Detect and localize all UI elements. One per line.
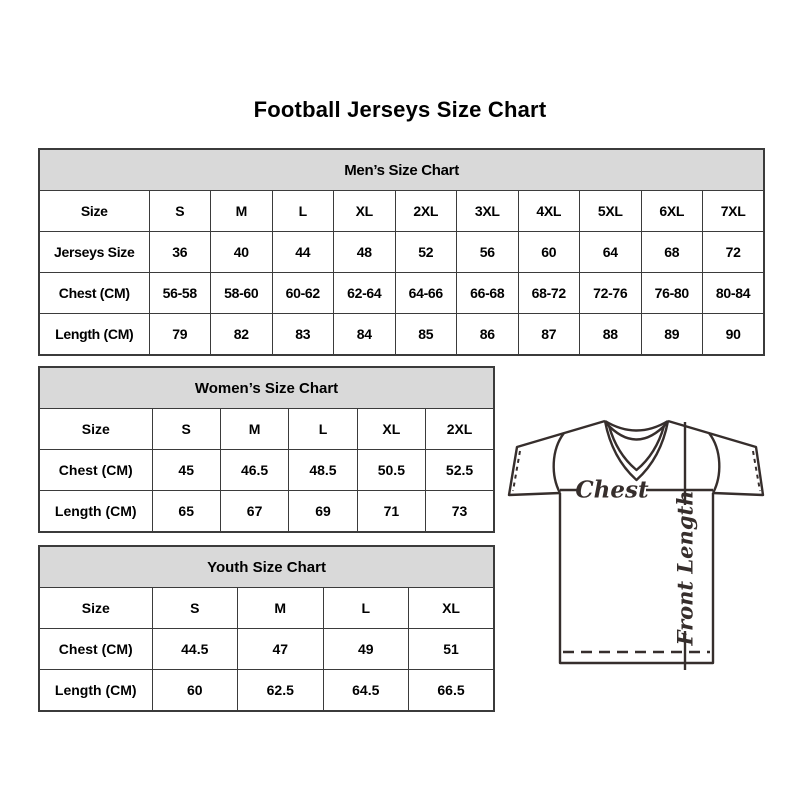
header-cell: 2XL — [426, 409, 494, 450]
row-label-cell: Length (CM) — [39, 670, 152, 712]
row-label-cell: Chest (CM) — [39, 629, 152, 670]
header-cell: 5XL — [580, 191, 642, 232]
table-row — [39, 191, 764, 232]
data-cell: 40 — [211, 232, 273, 273]
header-cell: 7XL — [703, 191, 765, 232]
data-cell: 88 — [580, 314, 642, 356]
mens-size-table — [38, 148, 765, 356]
data-cell: 48 — [334, 232, 396, 273]
jersey-right-armhole-seam — [709, 433, 719, 493]
data-cell: 60-62 — [272, 273, 334, 314]
chest-label: Chest — [575, 476, 649, 504]
jersey-collar-arc-1 — [605, 421, 668, 431]
table-row — [39, 491, 494, 533]
womens-size-table — [38, 366, 495, 533]
data-cell: 68-72 — [518, 273, 580, 314]
data-cell: 62.5 — [238, 670, 324, 712]
data-cell: 71 — [357, 491, 425, 533]
data-cell: 52.5 — [426, 450, 494, 491]
data-cell: 79 — [149, 314, 211, 356]
table-title-row — [39, 149, 764, 191]
header-cell: XL — [334, 191, 396, 232]
data-cell: 83 — [272, 314, 334, 356]
data-cell: 44.5 — [152, 629, 238, 670]
table-row — [39, 670, 494, 712]
front-length-label: Front Length — [672, 490, 698, 646]
data-cell: 47 — [238, 629, 324, 670]
table-title-row — [39, 546, 494, 588]
header-cell: L — [323, 588, 409, 629]
header-cell: 2XL — [395, 191, 457, 232]
row-label-cell: Size — [39, 191, 149, 232]
data-cell: 87 — [518, 314, 580, 356]
data-cell: 76-80 — [641, 273, 703, 314]
table-title: Youth Size Chart — [39, 546, 494, 588]
header-cell: S — [152, 409, 220, 450]
data-cell: 58-60 — [211, 273, 273, 314]
table-row — [39, 314, 764, 356]
header-cell: 6XL — [641, 191, 703, 232]
data-cell: 44 — [272, 232, 334, 273]
data-cell: 50.5 — [357, 450, 425, 491]
row-label-cell: Jerseys Size — [39, 232, 149, 273]
table-row — [39, 232, 764, 273]
table-title: Men’s Size Chart — [39, 149, 764, 191]
data-cell: 60 — [518, 232, 580, 273]
data-cell: 46.5 — [220, 450, 288, 491]
data-cell: 90 — [703, 314, 765, 356]
data-cell: 49 — [323, 629, 409, 670]
header-cell: M — [211, 191, 273, 232]
data-cell: 73 — [426, 491, 494, 533]
data-cell: 56-58 — [149, 273, 211, 314]
data-cell: 51 — [409, 629, 495, 670]
table-title-row — [39, 367, 494, 409]
data-cell: 36 — [149, 232, 211, 273]
header-cell: XL — [357, 409, 425, 450]
youth-size-table — [38, 545, 495, 712]
data-cell: 45 — [152, 450, 220, 491]
data-cell: 82 — [211, 314, 273, 356]
data-cell: 84 — [334, 314, 396, 356]
jersey-measurement-diagram-icon — [500, 398, 770, 680]
data-cell: 80-84 — [703, 273, 765, 314]
row-label-cell: Length (CM) — [39, 491, 152, 533]
table-row — [39, 588, 494, 629]
data-cell: 64 — [580, 232, 642, 273]
data-cell: 66-68 — [457, 273, 519, 314]
jersey-right-sleeve — [668, 421, 763, 495]
row-label-cell: Size — [39, 409, 152, 450]
data-cell: 86 — [457, 314, 519, 356]
data-cell: 72 — [703, 232, 765, 273]
row-label-cell: Length (CM) — [39, 314, 149, 356]
data-cell: 68 — [641, 232, 703, 273]
data-cell: 89 — [641, 314, 703, 356]
data-cell: 56 — [457, 232, 519, 273]
header-cell: S — [149, 191, 211, 232]
data-cell: 69 — [289, 491, 357, 533]
header-cell: S — [152, 588, 238, 629]
data-cell: 85 — [395, 314, 457, 356]
table-row — [39, 450, 494, 491]
header-cell: XL — [409, 588, 495, 629]
header-cell: 4XL — [518, 191, 580, 232]
data-cell: 65 — [152, 491, 220, 533]
data-cell: 64-66 — [395, 273, 457, 314]
table-row — [39, 629, 494, 670]
header-cell: L — [289, 409, 357, 450]
row-label-cell: Chest (CM) — [39, 273, 149, 314]
data-cell: 60 — [152, 670, 238, 712]
data-cell: 64.5 — [323, 670, 409, 712]
data-cell: 48.5 — [289, 450, 357, 491]
row-label-cell: Size — [39, 588, 152, 629]
header-cell: L — [272, 191, 334, 232]
jersey-left-armhole-seam — [554, 433, 564, 493]
row-label-cell: Chest (CM) — [39, 450, 152, 491]
data-cell: 67 — [220, 491, 288, 533]
table-row — [39, 273, 764, 314]
table-title: Women’s Size Chart — [39, 367, 494, 409]
page-title: Football Jerseys Size Chart — [253, 97, 547, 122]
header-cell: M — [220, 409, 288, 450]
header-cell: M — [238, 588, 324, 629]
data-cell: 52 — [395, 232, 457, 273]
data-cell: 72-76 — [580, 273, 642, 314]
data-cell: 66.5 — [409, 670, 495, 712]
data-cell: 62-64 — [334, 273, 396, 314]
header-cell: 3XL — [457, 191, 519, 232]
table-row — [39, 409, 494, 450]
